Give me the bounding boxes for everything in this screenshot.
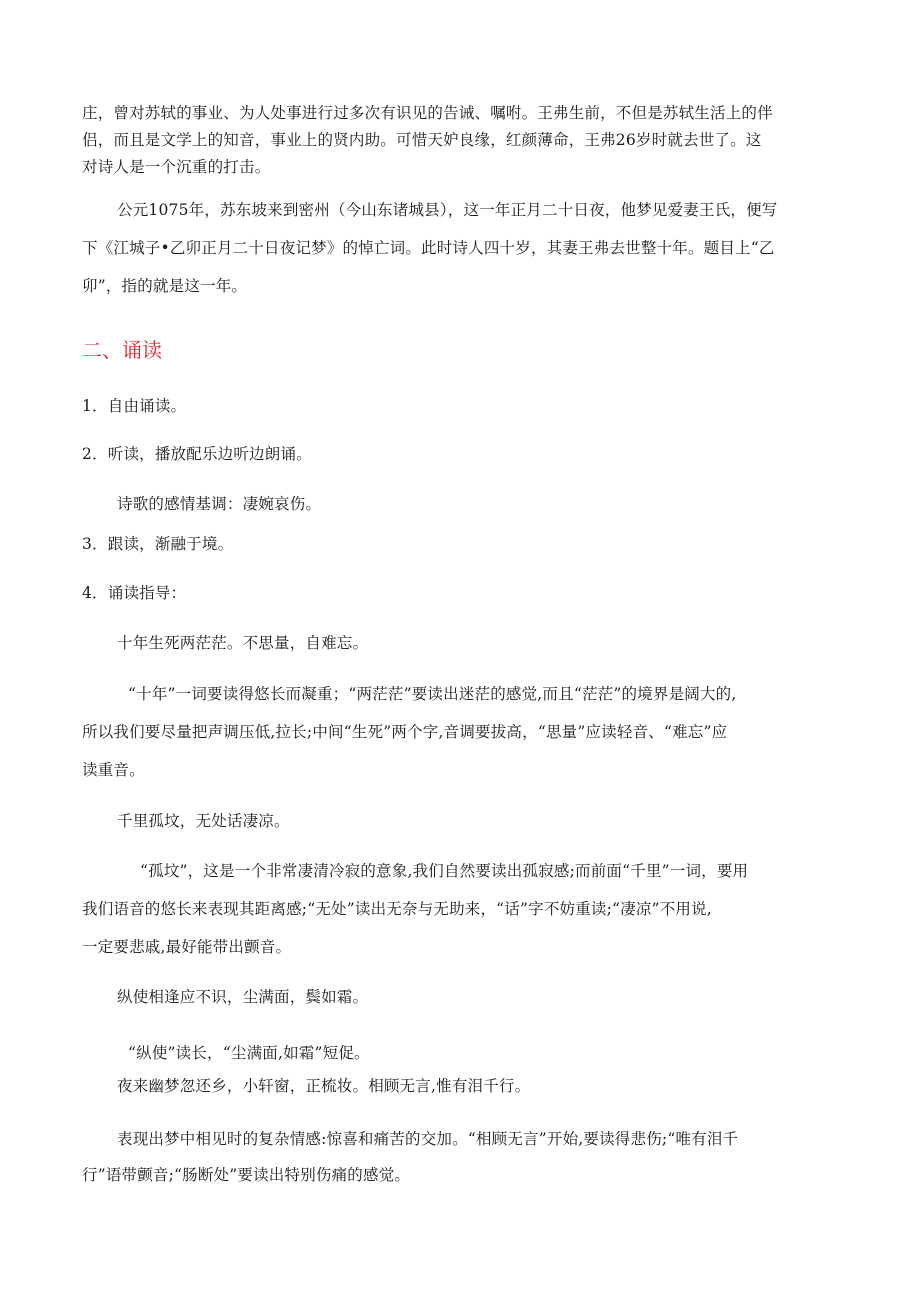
note-1-line2: 所以我们要尽量把声调压低,拉长;中间“生死”两个字,音调要拔高，“思量”应读轻音、“难忘”应 (82, 723, 728, 741)
note-2-line2: 我们语音的悠长来表现其距离感;“无处”读出无奈与无助来，“话”字不妨重读;“凄凉”不用说, (82, 900, 712, 918)
intro-p1-line3: 对诗人是一个沉重的打击。 (82, 158, 271, 176)
intro-p2-line1: 公元1075年，苏东坡来到密州（今山东诸城县），这一年正月二十日夜，他梦见爱妻王氏，便写 (117, 201, 778, 219)
step-3: 3．跟读，渐融于境。 (82, 535, 234, 553)
intro-p1-line2: 侣，而且是文学上的知音，事业上的贤内助。可惜天妒良缘，红颜薄命，王弗26岁时就去世了。这 (82, 131, 762, 149)
note-4-line1: 表现出梦中相见时的复杂情感:惊喜和痛苦的交加。“相顾无言”开始,要读得悲伤;“唯有泪千 (117, 1130, 739, 1148)
section-heading: 二、诵读 (82, 338, 162, 362)
step-4: 4．诵读指导： (82, 584, 187, 602)
verse-3: 纵使相逢应不识，尘满面，鬓如霜。 (117, 988, 369, 1006)
intro-p1-line1: 庄，曾对苏轼的事业、为人处事进行过多次有识见的告诫、嘱咐。王弗生前，不但是苏轼生活上的伴 (82, 104, 773, 122)
note-3: “纵使”读长，“尘满面,如霜”短促。 (128, 1044, 370, 1062)
note-4-line2: 行”语带颤音;“肠断处”要读出特别伤痛的感觉。 (82, 1166, 411, 1184)
step-1: 1．自由诵读。 (82, 397, 187, 415)
verse-2: 千里孤坟，无处话凄凉。 (117, 812, 290, 830)
note-1-line3: 读重音。 (82, 761, 145, 779)
note-2-line1: “孤坟”，这是一个非常凄清冷寂的意象,我们自然要读出孤寂感;而前面“千里”一词，要用 (140, 862, 749, 880)
emotional-tone: 诗歌的感情基调：凄婉哀伤。 (117, 495, 322, 513)
intro-p2-line3: 卯”，指的就是这一年。 (82, 277, 248, 295)
step-2: 2．听读，播放配乐边听边朗诵。 (82, 445, 312, 463)
verse-1: 十年生死两茫茫。不思量，自难忘。 (117, 634, 369, 652)
note-2-line3: 一定要悲戚,最好能带出颤音。 (82, 938, 292, 956)
intro-p2-line2: 下《江城子•乙卯正月二十日夜记梦》的悼亡词。此时诗人四十岁，其妻王弗去世整十年。题目上“乙 (82, 239, 775, 257)
note-1-line1: “十年”一词要读得悠长而凝重；“两茫茫”要读出迷茫的感觉,而且“茫茫”的境界是阔大的, (128, 685, 737, 703)
verse-4: 夜来幽梦忽还乡，小轩窗，正梳妆。相顾无言,惟有泪千行。 (117, 1077, 531, 1095)
